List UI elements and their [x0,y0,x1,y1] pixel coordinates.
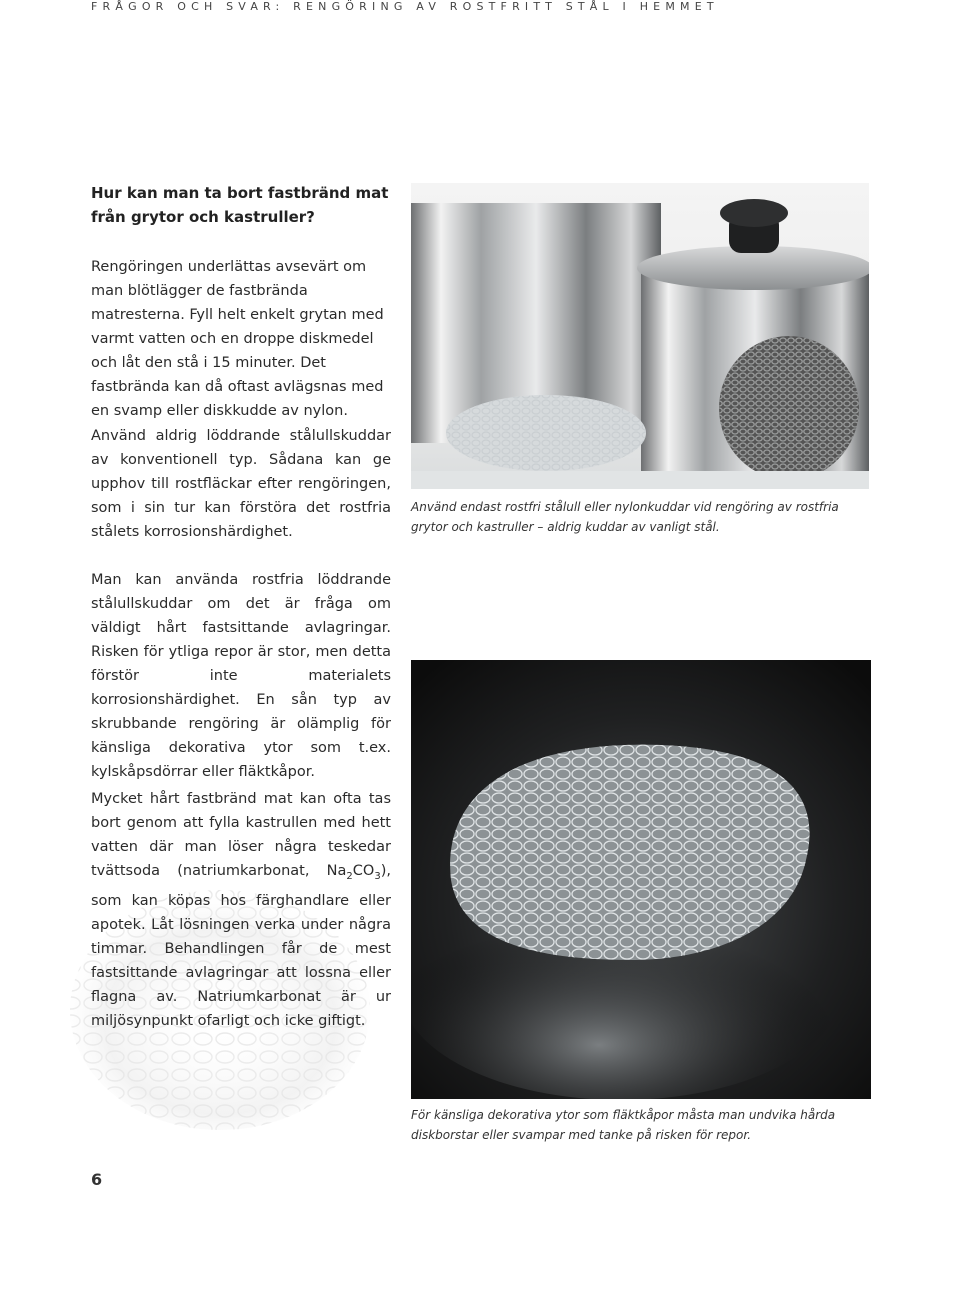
photo-steel-wool-pad [411,660,871,1099]
paragraph-soaking: Rengöringen underlättas avsevärt om man blötlägger de fastbrända matresterna. Fyll helt enkelt grytan med varmt vatten och en droppe diskmedel och låt den stå i 15 minuter. Det fastbrända kan då oftast avlägsnas med en svamp eller diskkudde av nylon. [91,259,384,419]
figure-caption-1: Använd endast rostfri stålull eller nylonkuddar vid rengöring av rostfria grytor och kastruller – aldrig kuddar av vanligt stål. [411,500,839,534]
figure-caption-2: För känsliga dekorativa ytor som fläktkåpor måsta man undvika hårda diskborstar eller svampar med tanke på risken för repor. [411,1108,836,1142]
paragraph-stainless-pads: Man kan använda rostfria löddrande stålullskuddar om det är fråga om väldigt hårt fastsittande avlagringar. Risken för ytliga repor är stor, men detta förstör inte materialets korrosionshärdighet. En sån typ av skrubbande rengöring är olämplig för känsliga dekorativa ytor som t.ex. kylskåpsdörrar eller fläktkåpor. [91,572,391,780]
section-heading: Hur kan man ta bort fastbränd mat från grytor och kastruller? [91,184,389,226]
paragraph-washing-soda: Mycket hårt fastbränd mat kan ofta tas bort genom att fylla kastrullen med hett vatten där man löser några teskedar tvättsoda (natriumkarbonat, $Na_2CO_3$), som kan köpas hos färghandlare eller apotek. Låt lösningen verka under några timmar. Behandlingen får de mest fastsittande avlagringar att lossna eller flagna av. Natriumkarbonat är ur miljösynpunkt ofarligt och icke giftigt. [91,791,391,1029]
paragraph-warning: Använd aldrig löddrande stålullskuddar av konventionell typ. Sådana kan ge upphov till rostfläckar efter rengöringen, som i sin tur kan förstöra det rostfria stålets korrosionshärdighet. [91,428,391,540]
running-header: FRÅGOR OCH SVAR: RENGÖRING AV ROSTFRITT STÅL I HEMMET [91,0,719,13]
page-number: 6 [91,1170,103,1189]
photo-pots-and-pads [411,183,869,489]
